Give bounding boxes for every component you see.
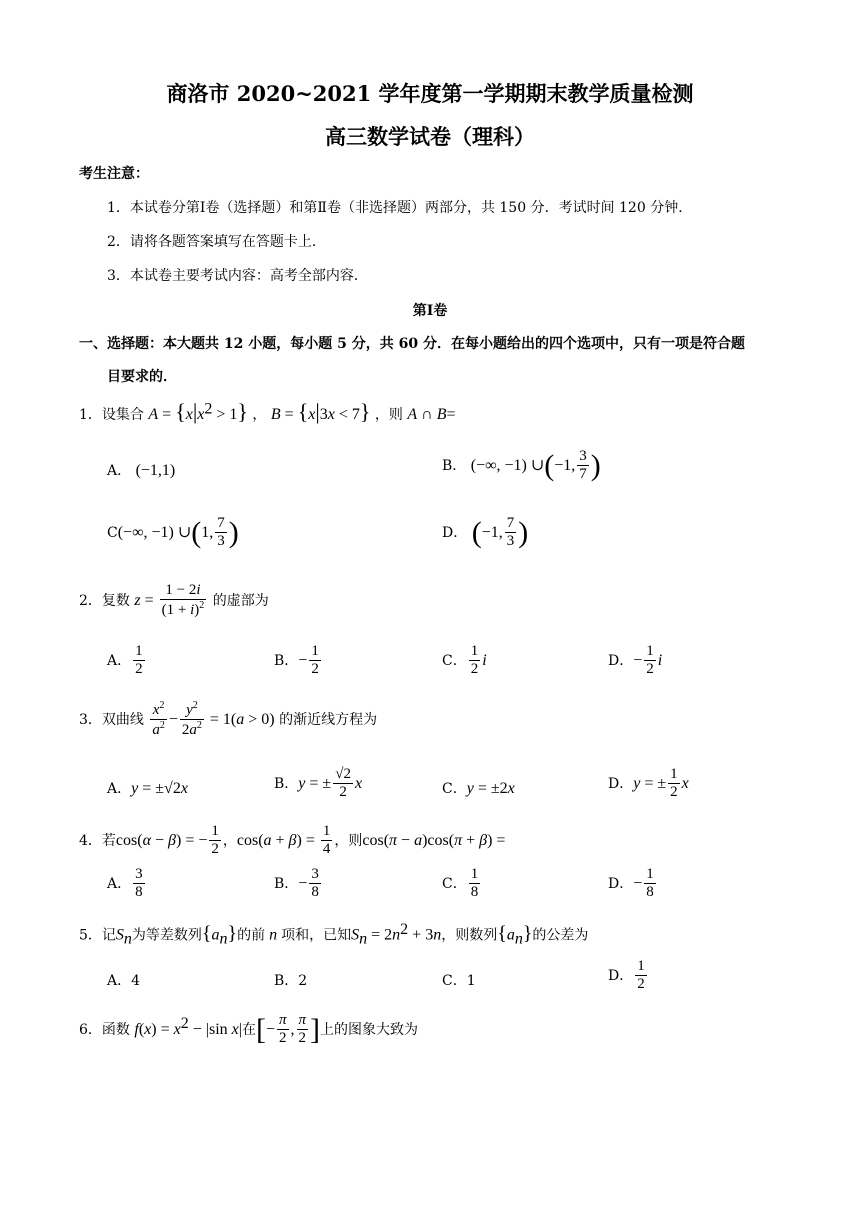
q4-option-c[interactable]: C． $\frac{1}{8}$	[442, 866, 479, 901]
q1-suffix: ，则	[374, 407, 403, 423]
page-title: 商洛市 2020~2021 学年度第一学期期末教学质量检测	[166, 81, 694, 106]
q2-suffix: 的虚部为	[212, 592, 269, 609]
q5-prefix: 5．记	[79, 927, 116, 944]
q2-option-d[interactable]: D．− $\frac{1}{2}$ i	[608, 643, 663, 678]
q2-option-b[interactable]: B．− $\frac{1}{2}$	[274, 643, 319, 678]
q1-option-b[interactable]: B． (−∞, −1) ∪(−1, $\frac{3}{7}$ )	[442, 448, 601, 483]
q3-option-b[interactable]: B．y = ± $\frac{√2}{2}$ x	[274, 766, 363, 801]
notice-item-1: 1．本试卷分第Ⅰ卷（选择题）和第Ⅱ卷（非选择题）两部分，共 150 分．考试时间 120 分钟．	[107, 200, 693, 216]
q2-prefix: 2．复数	[79, 592, 130, 609]
q1-option-a[interactable]: A． (−1,1)	[107, 462, 176, 479]
q3-suffix: 的渐近线方程为	[279, 711, 378, 728]
q3-prefix: 3．双曲线	[79, 711, 144, 728]
section-instructions-line1: 一、选择题：本大题共 12 小题，每小题 5 分，共 60 分．在每小题给出的四个选项中，只有一项是符合题	[79, 336, 745, 352]
q1-set-b: B	[270, 406, 281, 423]
q6-prefix: 6．函数	[79, 1021, 130, 1038]
q4-prefix: 4．若	[79, 832, 116, 849]
q5-option-c[interactable]: C．1	[442, 973, 476, 989]
q4-option-d[interactable]: D．− $\frac{1}{8}$	[608, 866, 654, 901]
section-instructions-line2: 目要求的．	[107, 369, 177, 385]
q1-tail: =	[446, 406, 456, 423]
q4-option-a[interactable]: A． $\frac{3}{8}$	[107, 866, 143, 901]
q3-option-c[interactable]: C．y = ±2x	[442, 780, 515, 797]
question-5: 5．记$S_n$为等差数列$\{a_n\}$的前 n 项和，已知$S_n = 2n^2 + 3n$，则数列$\{a_n\}$的公差为	[79, 921, 589, 948]
q2-option-a[interactable]: A． $\frac{1}{2}$	[107, 643, 143, 678]
q4-option-b[interactable]: B．− $\frac{3}{8}$	[274, 866, 319, 901]
question-4: 4．若cos(α − β) = − $\frac{1}{2}$ ，cos(a + β) = $\frac{1}{4}$ ，则cos(π − a)cos(π + β) =	[79, 823, 506, 858]
question-6: 6．函数 $f(x) = x^2 - |\sin$ x|在[− $\frac{\pi}{2}$ , $\frac{\pi}{2}$ ]上的图象大致为	[79, 1012, 419, 1047]
question-2: 2．复数 z = $\frac{1 - 2i}{(1 + i)^2}$ 的虚部为	[79, 582, 269, 619]
q1-set-a: A	[148, 406, 159, 423]
question-3: 3．双曲线 $\frac{x^2}{a^2}$ − $\frac{y^2}{2a^2}$ = 1(a > 0) 的渐近线方程为	[79, 700, 378, 739]
q1-option-d[interactable]: D． (−1, $\frac{7}{3}$ )	[442, 515, 529, 550]
notice-item-3: 3．本试卷主要考试内容：高考全部内容．	[107, 268, 368, 284]
q5-option-d[interactable]: D． $\frac{1}{2}$	[608, 958, 645, 993]
q3-option-a[interactable]: A．y = ±√2x	[107, 780, 188, 797]
notice-item-2: 2．请将各题答案填写在答题卡上．	[107, 234, 326, 250]
q1-prefix: 1．设集合	[79, 407, 144, 423]
q5-option-a[interactable]: A．4	[107, 973, 141, 989]
page-subtitle: 高三数学试卷（理科）	[325, 124, 535, 149]
q3-option-d[interactable]: D．y = ± $\frac{1}{2}$ x	[608, 766, 689, 801]
q2-option-c[interactable]: C． $\frac{1}{2}$ i	[442, 643, 487, 678]
q1-option-c[interactable]: C(−∞, −1) ∪(1, $\frac{7}{3}$ )	[107, 515, 239, 550]
part-label: 第Ⅰ卷	[412, 303, 448, 319]
notice-heading: 考生注意：	[79, 166, 149, 182]
q5-option-b[interactable]: B．2	[274, 973, 308, 989]
question-1: 1．设集合 $A = \{x|x^2 > 1\}$ ， B = {x|3x < 7} ，则 A ∩ B=	[79, 399, 456, 424]
q1-sep: ，	[252, 407, 267, 423]
